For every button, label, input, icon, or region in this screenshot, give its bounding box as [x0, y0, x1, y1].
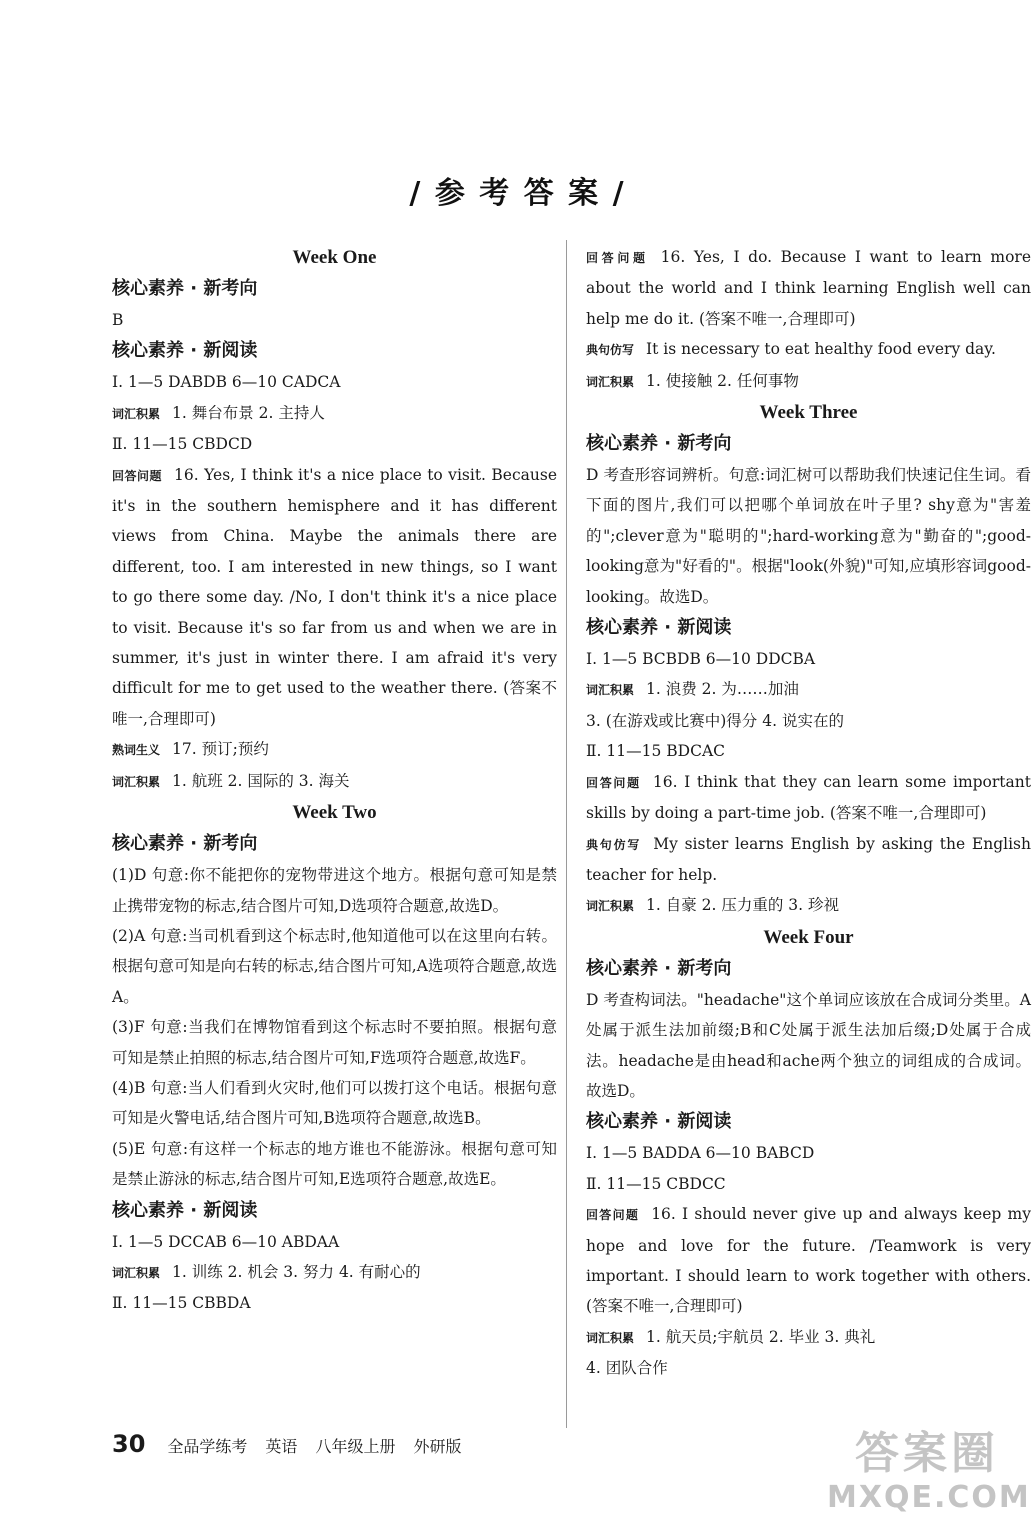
watermark-bottom: MXQE.COM: [827, 1480, 1031, 1515]
vocab-line: [586, 1322, 1031, 1353]
book-name: 全品学练考: [167, 1437, 248, 1456]
page-number: 30: [112, 1430, 146, 1458]
answer-line: Ⅰ. 1—5 DCCAB 6—10 ABDAA: [112, 1232, 340, 1251]
section-heading: 核心素养 · 新考向: [586, 433, 732, 455]
answer-line: B: [112, 311, 124, 329]
vocab-text: 1. 舞台布景 2. 主持人: [172, 403, 325, 422]
label-vocab: 词汇积累: [586, 899, 635, 914]
vocab-line: [586, 366, 1031, 397]
vocab-line: [586, 890, 1031, 921]
label-vocab: 词汇积累: [112, 774, 161, 789]
answer-paragraph: [586, 242, 1031, 334]
week-one-heading: Week One: [292, 247, 377, 268]
section-heading: 核心素养 · 新阅读: [586, 617, 732, 639]
grade: 八年级上册: [315, 1437, 396, 1456]
page-title: / 参 考 答 案 /: [409, 176, 626, 211]
column-divider: [566, 240, 567, 1428]
imitate-line: [586, 334, 1031, 365]
watermark-logo: [827, 1427, 1031, 1532]
label-answer: 回答问题: [586, 251, 649, 265]
edition: 外研版: [413, 1437, 462, 1456]
label-vocab: 词汇积累: [586, 1330, 635, 1345]
answer-paragraph: [586, 767, 1031, 829]
right-column: [586, 242, 1031, 1384]
watermark-top: 答案圈: [855, 1428, 999, 1479]
imitate-text: It is necessary to eat healthy food every day.: [646, 340, 996, 359]
subject: 英语: [265, 1437, 298, 1456]
label-polysemy: 熟词生义: [112, 743, 161, 758]
polysemy-line: [112, 734, 557, 765]
paragraph-text: 16. I should never give up and always keep my hope and love for the future. /Teamwork is very important. I should learn to work together with others. (答案不唯一,合理即可): [586, 1205, 1031, 1316]
vocab-line-cont: 4. 团队合作: [586, 1359, 668, 1378]
label-answer: 回答问题: [586, 1208, 640, 1223]
section-heading: 核心素养 · 新阅读: [586, 1111, 732, 1133]
vocab-text: 1. 航天员;宇航员 2. 毕业 3. 典礼: [646, 1327, 876, 1346]
vocab-text: 1. 训练 2. 机会 3. 努力 4. 有耐心的: [172, 1262, 421, 1281]
label-answer: 回答问题: [586, 775, 641, 790]
vocab-line: [112, 766, 557, 797]
explanation-paragraph: D 考查构词法。"headache"这个单词应该放在合成词分类里。A处属于派生法加前缀;B和C处属于派生法加后缀;D处属于合成法。headache是由head和ache两个独立的词组成的合成词。故选D。: [586, 990, 1031, 1100]
vocab-text: 1. 自豪 2. 压力重的 3. 珍视: [646, 896, 840, 915]
imitate-paragraph: [586, 829, 1031, 891]
label-vocab: 词汇积累: [586, 374, 635, 389]
week-two-heading: Week Two: [292, 802, 377, 824]
imitate-text: My sister learns English by asking the English teacher for help.: [586, 834, 1031, 884]
section-heading: 核心素养 · 新阅读: [112, 340, 258, 362]
answer-line: Ⅱ. 11—15 CBBDA: [112, 1294, 251, 1313]
paragraph-text: 16. Yes, I think it's a nice place to visit. Because it's in the southern hemisphere and it has different views from China. Maybe the animals there are different, too. I am interested in new things, so I want to go there some day. /No, I don't think it's a nice place to visit. Because it's so far from us and when we are in summer, it's just in winter there. I am afraid it's very difficult for me to get used to the weather there. (答案不唯一,合理即可): [112, 465, 557, 728]
explanation-paragraph: (3)F 句意:当我们在博物馆看到这个标志时不要拍照。根据句意可知是禁止拍照的标志,结合图片可知,F选项符合题意,故选F。: [112, 1018, 557, 1067]
answer-line: Ⅰ. 1—5 DABDB 6—10 CADCA: [112, 373, 341, 392]
section-heading: 核心素养 · 新考向: [586, 957, 732, 979]
answer-line: Ⅰ. 1—5 BCBDB 6—10 DDCBA: [586, 650, 816, 669]
label-answer: 回答问题: [112, 468, 163, 483]
page-footer: [112, 1430, 461, 1466]
left-column: [112, 242, 557, 1319]
explanation-paragraph: D 考查形容词辨析。句意:词汇树可以帮助我们快速记住生词。看下面的图片,我们可以把哪个单词放在叶子里? shy意为"害羞的";clever意为"聪明的";hard-working意为"勤奋的";good-looking意为"好看的"。根据"look(外貌)"可知,应填形容词good-looking。故选D。: [586, 466, 1031, 606]
answer-paragraph: [586, 1199, 1031, 1322]
vocab-text: 1. 浪费 2. 为……加油: [646, 680, 799, 699]
answer-line: Ⅱ. 11—15 CBDCD: [112, 435, 253, 454]
answer-line: Ⅰ. 1—5 BADDA 6—10 BABCD: [586, 1144, 815, 1163]
answer-line: Ⅱ. 11—15 CBDCC: [586, 1174, 726, 1193]
week-three-heading: Week Three: [759, 402, 858, 424]
explanation-paragraph: (5)E 句意:有这样一个标志的地方谁也不能游泳。根据句意可知是禁止游泳的标志,结合图片可知,E选项符合题意,故选E。: [112, 1139, 557, 1189]
label-imitate: 典句仿写: [586, 343, 635, 358]
vocab-line: [112, 398, 557, 429]
answer-line: Ⅱ. 11—15 BDCAC: [586, 742, 725, 761]
explanation-paragraph: (2)A 句意:当司机看到这个标志时,他知道他可以在这里向右转。根据句意可知是向右转的标志,结合图片可知,A选项符合题意,故选A。: [112, 926, 557, 1006]
label-vocab: 词汇积累: [586, 683, 635, 698]
label-vocab: 词汇积累: [112, 406, 161, 421]
vocab-text: 1. 航班 2. 国际的 3. 海关: [172, 771, 350, 790]
vocab-text: 1. 使接触 2. 任何事物: [646, 371, 799, 390]
answer-paragraph: [112, 460, 557, 735]
section-heading: 核心素养 · 新考向: [112, 833, 258, 855]
week-four-heading: Week Four: [763, 926, 854, 948]
vocab-line: [112, 1257, 557, 1288]
section-heading: 核心素养 · 新考向: [112, 278, 258, 299]
section-heading: 核心素养 · 新阅读: [112, 1199, 258, 1221]
paragraph-text: 16. I think that they can learn some important skills by doing a part-time job. (答案不唯一,合理即可): [586, 772, 1031, 823]
vocab-line: [586, 674, 1031, 705]
explanation-paragraph: (1)D 句意:你不能把你的宠物带进这个地方。根据句意可知是禁止携带宠物的标志,结合图片可知,D选项符合题意,故选D。: [112, 866, 557, 915]
paragraph-text: 16. Yes, I do. Because I want to learn more about the world and I think learning English well can help me do it. (答案不唯一,合理即可): [586, 248, 1031, 328]
label-imitate: 典句仿写: [586, 837, 642, 852]
polysemy-text: 17. 预订;预约: [172, 740, 269, 759]
label-vocab: 词汇积累: [112, 1265, 161, 1280]
explanation-paragraph: (4)B 句意:当人们看到火灾时,他们可以拨打这个电话。根据句意可知是火警电话,结合图片可知,B选项符合题意,故选B。: [112, 1078, 557, 1128]
vocab-line-cont: 3. (在游戏或比赛中)得分 4. 说实在的: [586, 711, 844, 730]
